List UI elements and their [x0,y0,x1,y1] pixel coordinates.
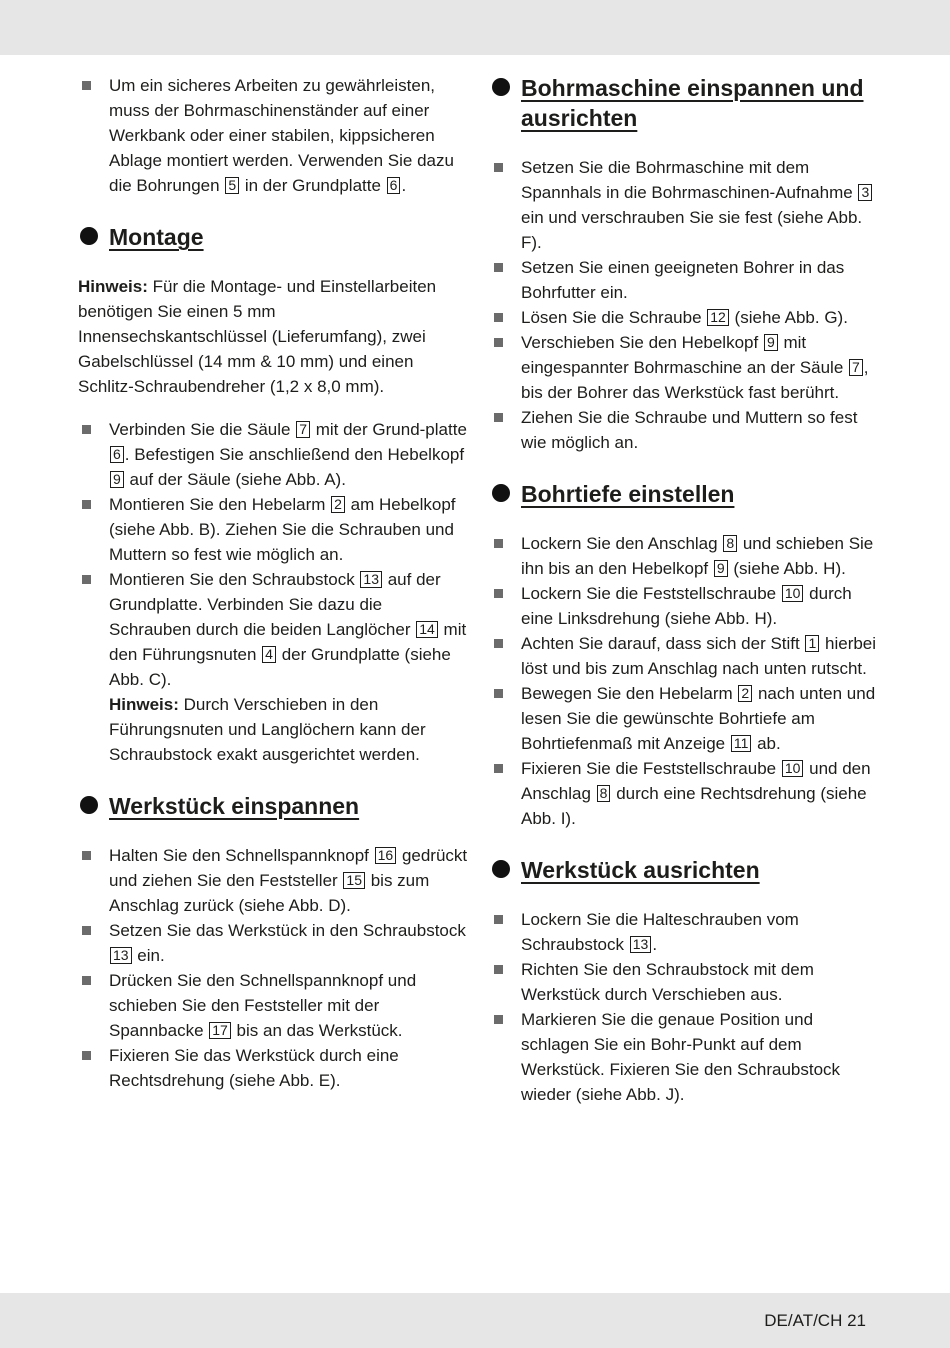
item-text: Setzen Sie einen geeigneten Bohrer in das Bohrfutter ein. [521,258,845,302]
item-text: in der Grundplatte [240,176,386,195]
item-text: Setzen Sie die Bohrmaschine mit dem Spannhals in die Bohrmaschinen-Aufnahme [521,158,858,202]
item-text: , bis der Bohrer das Werkstück fast berührt. [521,358,869,402]
part-number: 12 [707,309,729,326]
section-heading-bohrmaschine [490,73,885,133]
item-text: ab. [752,734,781,753]
square-bullet-icon [494,313,503,322]
part-number: 4 [262,646,276,663]
square-bullet-icon [82,1051,91,1060]
item-text: Lockern Sie die Halteschrauben vom Schraubstock [521,910,799,954]
list-item [78,918,468,968]
item-text: auf der Grundplatte. Verbinden Sie dazu die Schrauben durch die beiden Langlöcher [109,570,441,639]
part-number: 8 [597,785,611,802]
square-bullet-icon [82,425,91,434]
list-item [490,907,885,957]
list-item [490,531,885,581]
item-text: hierbei löst und bis zum Anschlag nach unten rutscht. [521,634,877,678]
item-text: Richten Sie den Schraubstock mit dem Werkstück durch Verschieben aus. [521,960,814,1004]
page-number: DE/AT/CH 21 [764,1311,866,1330]
square-bullet-icon [82,851,91,860]
item-text: Lösen Sie die Schraube [521,308,707,327]
part-number: 14 [416,621,438,638]
list-item [490,957,885,1007]
item-text: auf der Säule (siehe Abb. A). [124,470,346,489]
item-text: . Befestigen Sie anschließend den Hebelkopf [124,445,465,464]
list-item [78,73,468,198]
part-number: 17 [209,1022,231,1039]
heading-text: Bohrmaschine einspannen und ausrichten [521,75,864,131]
square-bullet-icon [494,639,503,648]
part-number: 11 [731,735,752,752]
part-number: 10 [782,585,804,602]
note-paragraph [78,274,468,399]
list-item [490,155,885,255]
part-number: 9 [110,471,124,488]
part-number: 13 [360,571,382,588]
item-text: Ziehen Sie die Schraube und Muttern so fest wie möglich an. [521,408,858,452]
bullet-dot-icon [492,484,510,502]
part-number: 10 [782,760,804,777]
note-label: Hinweis: [109,695,179,714]
part-number: 6 [387,177,401,194]
item-text: gedrückt und ziehen Sie den Feststeller [109,846,468,890]
item-text: Verschieben Sie den Hebelkopf [521,333,763,352]
part-number: 13 [110,947,132,964]
item-text: Markieren Sie die genaue Position und schlagen Sie ein Bohr-Punkt auf dem Werkstück. Fixieren Sie den Schraubstock wieder (siehe Abb. J). [521,1010,841,1104]
item-text: Halten Sie den Schnellspannknopf [109,846,374,865]
bullet-dot-icon [80,796,98,814]
list-item [78,968,468,1043]
item-text: (siehe Abb. H). [728,559,846,578]
list-item [78,567,468,767]
item-text: mit der Grund-platte [311,420,467,439]
list-item [78,417,468,492]
item-text: Fixieren Sie das Werkstück durch eine Rechtsdrehung (siehe Abb. E). [109,1046,399,1090]
note-text: Durch Verschieben in den Führungsnuten und Langlöchern kann der Schraubstock exakt ausgerichtet werden. [109,695,426,764]
bullet-dot-icon [492,78,510,96]
bullet-dot-icon [492,860,510,878]
item-text: Achten Sie darauf, dass sich der Stift [521,634,805,653]
list-item [490,305,885,330]
part-number: 13 [630,936,652,953]
item-text: Setzen Sie das Werkstück in den Schraubstock [109,921,466,940]
square-bullet-icon [82,500,91,509]
list-item [490,330,885,405]
item-text: Lockern Sie die Feststellschraube [521,584,781,603]
part-number: 15 [343,872,365,889]
square-bullet-icon [494,689,503,698]
part-number: 6 [110,446,124,463]
right-column [490,73,885,1107]
section-heading-montage [78,222,468,252]
item-text: Lockern Sie den Anschlag [521,534,723,553]
list-item [490,756,885,831]
item-text: Drücken Sie den Schnellspannknopf und schieben Sie den Feststeller mit der Spannbacke [109,971,417,1040]
item-text: mit den Führungsnuten [109,620,467,664]
heading-text: Montage [109,224,204,250]
square-bullet-icon [494,539,503,548]
section-heading-werkstueck-einspannen [78,791,468,821]
part-number: 9 [764,334,778,351]
item-text: ein und verschrauben Sie sie fest (siehe Abb. F). [521,208,863,252]
left-column [78,73,468,1093]
list-item [490,681,885,756]
part-number: 5 [225,177,239,194]
part-number: 1 [805,635,819,652]
section-heading-werkstueck-ausrichten [490,855,885,885]
square-bullet-icon [82,81,91,90]
square-bullet-icon [494,338,503,347]
bullet-dot-icon [80,227,98,245]
list-item [490,255,885,305]
item-text: . [652,935,658,954]
item-text: und den Anschlag [521,759,871,803]
part-number: 7 [296,421,310,438]
list-item [490,631,885,681]
square-bullet-icon [494,1015,503,1024]
heading-text: Werkstück einspannen [109,793,360,819]
item-text: mit eingespannter Bohrmaschine an der Säule [521,333,848,377]
list-item [78,843,468,918]
heading-text: Bohrtiefe einstellen [521,481,735,507]
part-number: 16 [375,847,397,864]
item-text: Verbinden Sie die Säule [109,420,296,439]
square-bullet-icon [494,915,503,924]
section-heading-bohrtiefe [490,479,885,509]
item-text: durch eine Rechtsdrehung (siehe Abb. I). [521,784,867,828]
item-text: durch eine Linksdrehung (siehe Abb. H). [521,584,852,628]
item-text: und schieben Sie ihn bis an den Hebelkopf [521,534,874,578]
item-text: Montieren Sie den Hebelarm [109,495,331,514]
square-bullet-icon [494,163,503,172]
item-text: ein. [132,946,165,965]
note-label: Hinweis: [78,277,148,296]
square-bullet-icon [494,263,503,272]
list-item [78,492,468,567]
square-bullet-icon [82,976,91,985]
list-item [490,1007,885,1107]
heading-text: Werkstück ausrichten [521,857,760,883]
square-bullet-icon [494,764,503,773]
part-number: 8 [723,535,737,552]
square-bullet-icon [82,575,91,584]
part-number: 3 [858,184,872,201]
part-number: 2 [738,685,752,702]
item-text: Montieren Sie den Schraubstock [109,570,360,589]
note-text: Für die Montage- und Einstellarbeiten benötigen Sie einen 5 mm Innensechskantschlüssel (Lieferumfang), zwei Gabelschlüssel (14 mm & 10 mm) und einen Schlitz-Schraubendreher (1,2 x 8,0 mm). [78,277,437,396]
square-bullet-icon [82,926,91,935]
item-text: nach unten und lesen Sie die gewünschte Bohrtiefe am Bohrtiefenmaß mit Anzeige [521,684,876,753]
part-number: 7 [849,359,863,376]
list-item [490,405,885,455]
item-text: der Grundplatte (siehe Abb. C). [109,645,451,689]
item-text: . [401,176,407,195]
item-text: bis zum Anschlag zurück (siehe Abb. D). [109,871,430,915]
item-text: Um ein sicheres Arbeiten zu gewährleisten, muss der Bohrmaschinenständer auf einer Werkbank oder einer stabilen, kippsicheren Ablage montiert werden. Verwenden Sie dazu die Bohrungen [109,76,454,195]
part-number: 2 [331,496,345,513]
list-item [78,1043,468,1093]
header-band [0,0,950,55]
item-text: (siehe Abb. G). [729,308,848,327]
square-bullet-icon [494,413,503,422]
item-text: am Hebelkopf (siehe Abb. B). Ziehen Sie die Schrauben und Muttern so fest wie möglich an. [109,495,456,564]
item-text: bis an das Werkstück. [231,1021,403,1040]
part-number: 9 [714,560,728,577]
item-text: Bewegen Sie den Hebelarm [521,684,738,703]
square-bullet-icon [494,589,503,598]
list-item [490,581,885,631]
item-text: Fixieren Sie die Feststellschraube [521,759,781,778]
square-bullet-icon [494,965,503,974]
